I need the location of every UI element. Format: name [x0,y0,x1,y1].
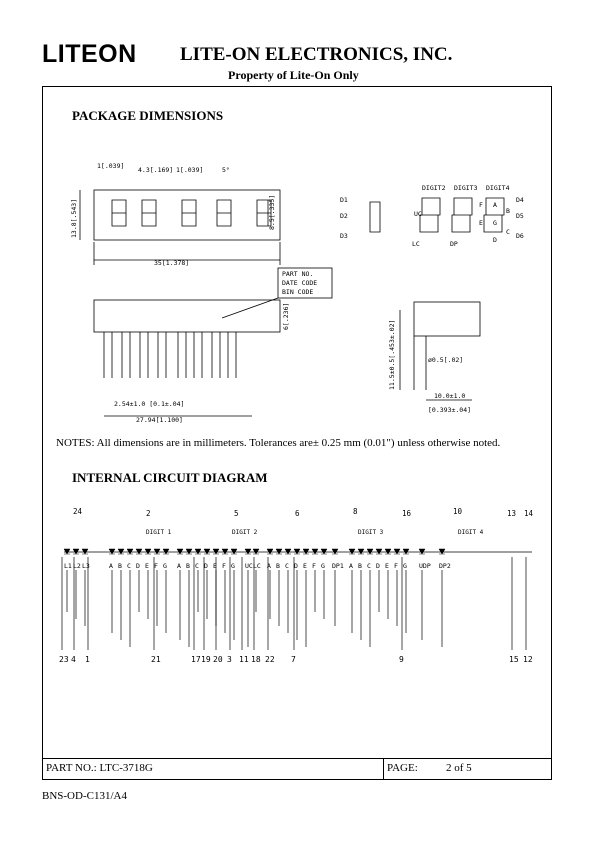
section-title-package: PACKAGE DIMENSIONS [72,108,224,123]
led-label: E [303,562,307,570]
led-diode-icon [321,549,327,554]
package-dimension-drawing [42,150,552,430]
led-diode-icon [276,549,282,554]
top-pin-24: 24 [73,507,83,516]
footer-page-label: PAGE: [387,762,418,774]
seg-label-c: C [506,228,510,236]
led-diode-icon [136,549,142,554]
led-diode-icon [253,549,259,554]
bottom-pin-label: 12 [523,655,533,664]
led-label: L1 [64,562,72,570]
digit-label-2: DIGIT2 [422,184,446,192]
led-label: B [276,562,280,570]
seg-label-lc: LC [412,240,420,248]
digit3-label: DIGIT 3 [358,529,384,536]
dim-pin-len: 11.5±0.5[.453±.02] [388,319,396,390]
footer-part-no: PART NO.: LTC-3718G [46,762,153,774]
led-label: C [127,562,131,570]
bottom-pin-label: 19 [201,655,211,664]
dim-end-width: 10.0±1.0 [434,392,466,400]
led-label: A [109,562,113,570]
bottom-pin-label: 22 [265,655,275,664]
dim-pitch: 4.3[.169] [138,166,174,174]
dim-digit-height: 8.5[.335] [268,194,276,230]
digit4-label: DIGIT 4 [458,529,484,536]
led-label: E [385,562,389,570]
dim-gap: 1[.039] [176,166,204,174]
led-label: UC [245,562,253,570]
led-label: G [403,562,407,570]
top-pin-13: 13 [507,509,517,518]
led-diode-icon [145,549,151,554]
led-diode-icon [294,549,300,554]
led-diode-icon [231,549,237,554]
seg-label-uc: UC [414,210,422,218]
led-label: DP2 [439,562,451,570]
digit1-label: DIGIT 1 [146,529,172,536]
led-label: C [195,562,199,570]
led-diode-icon [222,549,228,554]
footer-doc-id: BNS-OD-C131/A4 [42,790,127,802]
led-diode-icon [177,549,183,554]
dot-label-d5: D5 [516,212,524,220]
led-diode-icon [303,549,309,554]
bottom-pin-label: 18 [251,655,261,664]
led-diode-icon [195,549,201,554]
led-label: A [177,562,181,570]
led-diode-icon [163,549,169,554]
led-label: L3 [82,562,90,570]
led-label: F [394,562,398,570]
bottom-pin-label: 17 [191,655,201,664]
led-diode-icon [127,549,133,554]
led-label: DP1 [332,562,344,570]
side-view-body [94,300,280,332]
dim-end-width-in: [0.393±.04] [428,406,472,414]
led-diode-icon [332,549,338,554]
led-label: B [358,562,362,570]
company-subtitle: Property of Lite-On Only [228,68,359,82]
top-pin-2: 2 [146,509,151,518]
led-label: LC [253,562,261,570]
dim-width: 35[1.378] [154,259,190,267]
led-diode-icon [82,549,88,554]
top-pin-14: 14 [524,509,534,518]
seg-label-e: E [479,219,483,227]
seg-label-dp: DP [450,240,458,248]
top-pin-10: 10 [453,507,463,516]
bottom-pin-label: 11 [239,655,249,664]
side-pins [104,332,236,378]
led-diode-icon [267,549,273,554]
bottom-pin-label: 20 [213,655,223,664]
bottom-pin-label: 7 [291,655,296,664]
top-pin-5: 5 [234,509,239,518]
led-diode-icon [109,549,115,554]
led-label: G [163,562,167,570]
footer-divider [383,758,384,780]
led-diode-icon [213,549,219,554]
led-label: G [321,562,325,570]
dot-label-d3: D3 [340,232,348,240]
front-digits [112,200,271,226]
led-diode-icon [204,549,210,554]
liteon-logo: LITEON [42,40,137,68]
label-box-part: PART NO. [282,270,314,278]
dim-pin-pitch: 2.54±1.0 [0.1±.04] [114,400,185,408]
led-label: B [118,562,122,570]
digit-label-4: DIGIT4 [486,184,510,192]
dim-height: 13.8[.543] [70,198,78,238]
top-pin-16: 16 [402,509,412,518]
top-pin-8: 8 [353,507,358,516]
dim-slant: 5° [222,166,230,174]
dot-label-d2: D2 [340,212,348,220]
company-name: LITE-ON ELECTRONICS, INC. [180,44,453,65]
led-diode-icon [186,549,192,554]
dot-label-d4: D4 [516,196,524,204]
led-label: D [204,562,208,570]
dim-side-height: 6[.236] [282,302,290,330]
dim-top-small: 1[.039] [97,162,125,170]
led-diode-icon [419,549,425,554]
dim-row-span: 27.94[1.100] [136,416,183,424]
bottom-pin-label: 9 [399,655,404,664]
section-title-circuit: INTERNAL CIRCUIT DIAGRAM [72,470,268,485]
dot-label-d6: D6 [516,232,524,240]
led-label: C [285,562,289,570]
bottom-pin-label: 21 [151,655,161,664]
led-label: G [231,562,235,570]
led-label: D [136,562,140,570]
label-box-bin: BIN CODE [282,288,314,296]
led-diode-icon [285,549,291,554]
led-diode-icon [73,549,79,554]
led-diode-icon [118,549,124,554]
seg-label-a: A [493,201,497,209]
led-label: D [376,562,380,570]
led-label: F [222,562,226,570]
led-label: F [312,562,316,570]
led-diode-icon [394,549,400,554]
digit-outline-view [370,198,504,232]
bottom-pin-label: 15 [509,655,519,664]
led-label: F [154,562,158,570]
circuit-diagram [42,500,552,675]
led-label: L2 [73,562,81,570]
led-diode-icon [385,549,391,554]
led-label: E [145,562,149,570]
led-diode-icon [154,549,160,554]
led-label: C [367,562,371,570]
led-diode-icon [376,549,382,554]
bottom-pin-label: 1 [85,655,90,664]
led-diode-icon [358,549,364,554]
led-label: A [267,562,271,570]
led-label: D [294,562,298,570]
bottom-pin-label: 3 [227,655,232,664]
led-diode-icon [349,549,355,554]
led-diode-icon [64,549,70,554]
seg-label-b: B [506,207,510,215]
led-diode-icon [367,549,373,554]
dim-pin-dia: ø0.5[.02] [428,356,464,364]
end-view-body [414,302,480,336]
led-diode-icon [403,549,409,554]
led-diode-icon [439,549,445,554]
digit2-label: DIGIT 2 [232,529,258,536]
dot-label-d1: D1 [340,196,348,204]
digit-label-3: DIGIT3 [454,184,478,192]
front-view-outline [94,190,280,240]
notes-text: NOTES: All dimensions are in millimeters. Tolerances are± 0.25 mm (0.01") unless otherwise noted. [56,437,501,449]
footer-page-value: 2 of 5 [446,762,472,774]
top-pin-6: 6 [295,509,300,518]
seg-label-f: F [479,201,483,209]
seg-label-d: D [493,236,497,244]
seg-label-g: G [493,219,497,227]
led-diode-icon [245,549,251,554]
led-diode-icon [312,549,318,554]
led-label: UDP [419,562,431,570]
bottom-pin-label: 4 [71,655,76,664]
bottom-pin-label: 23 [59,655,69,664]
led-label: B [186,562,190,570]
led-label: E [213,562,217,570]
led-label: A [349,562,353,570]
label-box-date: DATE CODE [282,279,318,287]
